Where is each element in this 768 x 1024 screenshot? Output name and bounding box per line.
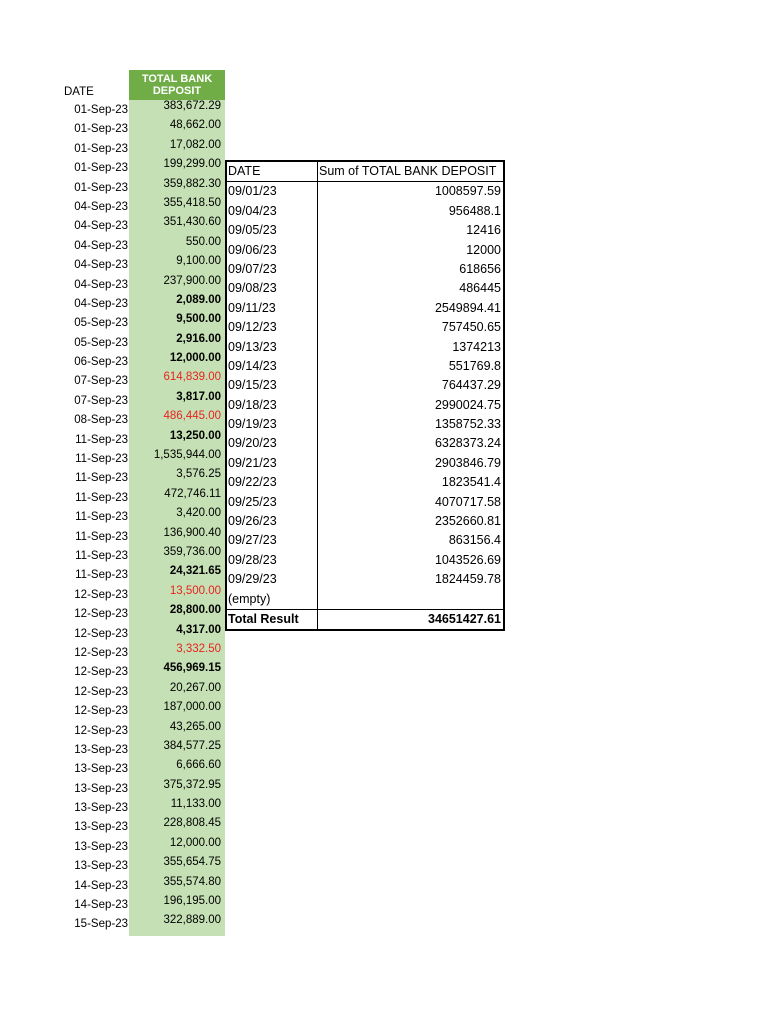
list-row-deposit: 6,666.60 xyxy=(176,759,221,772)
list-row-deposit: 472,746.11 xyxy=(164,487,221,500)
list-row-deposit: 4,317.00 xyxy=(176,623,221,636)
total-bank-deposit-header xyxy=(129,70,225,100)
list-row-deposit: 13,500.00 xyxy=(169,584,221,597)
list-row-deposit: 3,332.50 xyxy=(176,642,221,655)
deposit-header-line2: DEPOSIT xyxy=(152,85,202,97)
list-row xyxy=(0,779,230,798)
pivot-row-date: 09/29/23 xyxy=(228,572,277,587)
list-row-date: 01-Sep-23 xyxy=(74,104,128,116)
pivot-row-date: 09/06/23 xyxy=(228,242,277,257)
list-row xyxy=(0,914,230,933)
list-row xyxy=(0,430,230,449)
pivot-row xyxy=(227,434,503,453)
pivot-row-date: 09/18/23 xyxy=(228,397,277,412)
list-row-date: 05-Sep-23 xyxy=(74,317,128,330)
list-row-date: 12-Sep-23 xyxy=(74,646,128,659)
pivot-row xyxy=(227,531,503,550)
pivot-row-date: 09/25/23 xyxy=(228,494,277,509)
list-row xyxy=(0,139,230,158)
list-row-date: 01-Sep-23 xyxy=(74,142,128,155)
list-row-date: 04-Sep-23 xyxy=(74,220,128,233)
pivot-row-sum: 12416 xyxy=(466,223,501,238)
pivot-row-sum: 956488.1 xyxy=(448,203,501,218)
deposit-list xyxy=(0,100,230,934)
list-row-deposit: 13,250.00 xyxy=(169,429,221,442)
list-row xyxy=(0,817,230,836)
list-row xyxy=(0,352,230,371)
pivot-row-date: 09/28/23 xyxy=(228,552,277,567)
list-row-date: 04-Sep-23 xyxy=(74,297,128,310)
list-row xyxy=(0,119,230,138)
list-row xyxy=(0,488,230,507)
pivot-row xyxy=(227,241,503,260)
pivot-row xyxy=(227,357,503,376)
date-column-header: DATE xyxy=(64,86,94,98)
list-row-deposit: 375,372.95 xyxy=(163,778,221,791)
pivot-row-date: 09/04/23 xyxy=(228,203,277,218)
list-row-date: 12-Sep-23 xyxy=(74,685,128,698)
pivot-row xyxy=(227,493,503,512)
pivot-row-sum: 4070717.58 xyxy=(434,494,501,509)
list-row-date: 13-Sep-23 xyxy=(74,821,128,834)
list-row-deposit: 228,808.45 xyxy=(163,817,221,830)
list-row xyxy=(0,565,230,584)
deposit-header-line1: TOTAL BANK xyxy=(141,73,213,85)
pivot-row-sum: 1358752.33 xyxy=(434,417,501,432)
pivot-header-sum: Sum of TOTAL BANK DEPOSIT xyxy=(319,164,497,178)
list-row xyxy=(0,236,230,255)
list-row xyxy=(0,178,230,197)
pivot-row-date: 09/19/23 xyxy=(228,417,277,432)
list-row xyxy=(0,643,230,662)
list-row-date: 13-Sep-23 xyxy=(74,763,128,776)
list-row xyxy=(0,275,230,294)
list-row-deposit: 9,100.00 xyxy=(176,255,221,268)
list-row xyxy=(0,410,230,429)
pivot-table xyxy=(225,160,505,631)
pivot-row xyxy=(227,202,503,221)
list-row xyxy=(0,527,230,546)
list-row-date: 06-Sep-23 xyxy=(74,356,128,369)
list-row-deposit: 43,265.00 xyxy=(169,720,221,733)
list-row-deposit: 456,969.15 xyxy=(163,662,221,675)
list-row-date: 05-Sep-23 xyxy=(74,336,128,349)
list-row-deposit: 351,430.60 xyxy=(163,216,221,229)
list-row xyxy=(0,662,230,681)
list-row xyxy=(0,294,230,313)
pivot-row-sum: 1823541.4 xyxy=(441,475,501,490)
list-row-deposit: 2,089.00 xyxy=(176,293,221,306)
list-row xyxy=(0,197,230,216)
list-row-date: 14-Sep-23 xyxy=(74,879,128,892)
pivot-row xyxy=(227,299,503,318)
pivot-row-sum: 551769.8 xyxy=(448,358,501,373)
list-row xyxy=(0,313,230,332)
list-row xyxy=(0,255,230,274)
list-row-date: 13-Sep-23 xyxy=(74,802,128,815)
list-row-deposit: 355,654.75 xyxy=(163,856,221,869)
list-row-deposit: 20,267.00 xyxy=(169,681,221,694)
list-row-deposit: 11,133.00 xyxy=(170,798,221,811)
pivot-row-date: (empty) xyxy=(228,591,271,606)
pivot-row-sum: 2903846.79 xyxy=(434,455,501,470)
list-row-date: 12-Sep-23 xyxy=(74,608,128,621)
list-row-date: 07-Sep-23 xyxy=(74,394,128,407)
pivot-row-sum: 6328373.24 xyxy=(434,436,501,451)
list-row-deposit: 237,900.00 xyxy=(163,274,221,287)
list-row-date: 13-Sep-23 xyxy=(74,860,128,873)
pivot-header-row xyxy=(227,162,503,182)
pivot-row-sum: 1374213 xyxy=(452,339,501,354)
list-row xyxy=(0,876,230,895)
pivot-row-sum: 1008597.59 xyxy=(434,184,501,199)
pivot-row-sum: 486445 xyxy=(459,281,501,296)
list-row-deposit: 614,839.00 xyxy=(163,371,221,384)
list-row-date: 01-Sep-23 xyxy=(74,123,128,136)
list-row-deposit: 355,418.50 xyxy=(163,196,221,209)
pivot-row-date: 09/21/23 xyxy=(228,455,277,470)
list-row xyxy=(0,507,230,526)
pivot-row-sum: 12000 xyxy=(466,242,501,257)
list-row xyxy=(0,100,230,119)
pivot-row xyxy=(227,454,503,473)
list-row-date: 11-Sep-23 xyxy=(75,511,128,524)
pivot-row xyxy=(227,182,503,201)
pivot-row-sum: 2549894.41 xyxy=(434,300,501,315)
pivot-row-date: 09/20/23 xyxy=(228,436,277,451)
list-row-deposit: 3,420.00 xyxy=(176,507,221,520)
list-row-deposit: 355,574.80 xyxy=(163,875,221,888)
list-row xyxy=(0,895,230,914)
list-row-deposit: 359,882.30 xyxy=(163,177,221,190)
pivot-row-date: 09/05/23 xyxy=(228,223,277,238)
list-row-date: 12-Sep-23 xyxy=(74,666,128,679)
list-row xyxy=(0,371,230,390)
list-row-date: 13-Sep-23 xyxy=(74,743,128,756)
list-row-date: 01-Sep-23 xyxy=(74,162,128,175)
list-row xyxy=(0,624,230,643)
list-row-date: 11-Sep-23 xyxy=(75,569,128,582)
list-row-date: 04-Sep-23 xyxy=(74,259,128,272)
pivot-row-date: 09/14/23 xyxy=(228,358,277,373)
list-row-deposit: 3,576.25 xyxy=(176,468,221,481)
list-row-date: 11-Sep-23 xyxy=(75,530,128,543)
pivot-row xyxy=(227,590,503,609)
list-row xyxy=(0,468,230,487)
list-row-date: 11-Sep-23 xyxy=(75,433,128,446)
list-row-deposit: 3,817.00 xyxy=(176,390,221,403)
list-row xyxy=(0,449,230,468)
list-row xyxy=(0,585,230,604)
list-row-date: 12-Sep-23 xyxy=(74,724,128,737)
pivot-row xyxy=(227,570,503,589)
list-row xyxy=(0,740,230,759)
list-row-deposit: 1,535,944.00 xyxy=(153,449,221,462)
list-row xyxy=(0,333,230,352)
pivot-row-sum: 618656 xyxy=(459,261,501,276)
list-row-date: 07-Sep-23 xyxy=(74,375,128,388)
pivot-row-date: 09/01/23 xyxy=(228,184,277,199)
list-row-deposit: 9,500.00 xyxy=(176,313,221,326)
list-row xyxy=(0,701,230,720)
list-row-deposit: 199,299.00 xyxy=(163,158,221,171)
list-row-date: 08-Sep-23 xyxy=(74,414,128,427)
list-row-date: 11-Sep-23 xyxy=(75,453,128,466)
pivot-row-date: 09/27/23 xyxy=(228,533,277,548)
pivot-row-date: 09/12/23 xyxy=(228,320,277,335)
pivot-row xyxy=(227,396,503,415)
list-row-date: 13-Sep-23 xyxy=(74,782,128,795)
pivot-row-date: 09/13/23 xyxy=(228,339,277,354)
list-row xyxy=(0,546,230,565)
list-row xyxy=(0,856,230,875)
list-row xyxy=(0,604,230,623)
list-row-date: 12-Sep-23 xyxy=(74,588,128,601)
pivot-row-sum: 863156.4 xyxy=(448,533,501,548)
list-row xyxy=(0,216,230,235)
list-row-deposit: 24,321.65 xyxy=(169,565,221,578)
pivot-row-date: 09/07/23 xyxy=(228,261,277,276)
pivot-row-date: 09/22/23 xyxy=(228,475,277,490)
list-row-date: 01-Sep-23 xyxy=(74,181,128,194)
pivot-row xyxy=(227,415,503,434)
list-row xyxy=(0,798,230,817)
pivot-row-sum: 1043526.69 xyxy=(434,552,501,567)
pivot-row-date: 09/11/23 xyxy=(228,300,276,315)
list-row-deposit: 48,662.00 xyxy=(169,119,221,132)
pivot-row-sum: 757450.65 xyxy=(441,320,501,335)
list-row xyxy=(0,391,230,410)
pivot-total-value: 34651427.61 xyxy=(428,611,501,626)
list-row-date: 13-Sep-23 xyxy=(74,840,128,853)
list-row-deposit: 486,445.00 xyxy=(163,410,221,423)
list-row-date: 11-Sep-23 xyxy=(75,472,128,485)
list-row-deposit: 12,000.00 xyxy=(169,836,221,849)
pivot-row xyxy=(227,221,503,240)
list-row-deposit: 359,736.00 xyxy=(163,545,221,558)
list-row-deposit: 322,889.00 xyxy=(163,914,221,927)
list-row xyxy=(0,721,230,740)
list-row-date: 04-Sep-23 xyxy=(74,200,128,213)
list-row-date: 15-Sep-23 xyxy=(74,918,128,931)
pivot-total-row xyxy=(227,609,503,629)
pivot-row xyxy=(227,473,503,492)
list-row xyxy=(0,759,230,778)
pivot-body xyxy=(227,182,503,609)
pivot-row-date: 09/26/23 xyxy=(228,514,277,529)
list-row-deposit: 187,000.00 xyxy=(163,701,221,714)
list-row-deposit: 2,916.00 xyxy=(176,332,221,345)
pivot-header-date: DATE xyxy=(228,164,261,178)
pivot-row-sum: 764437.29 xyxy=(441,378,501,393)
list-row-deposit: 196,195.00 xyxy=(163,895,221,908)
pivot-row xyxy=(227,376,503,395)
list-row xyxy=(0,682,230,701)
pivot-row-date: 09/15/23 xyxy=(228,378,277,393)
list-row xyxy=(0,158,230,177)
list-row-date: 14-Sep-23 xyxy=(74,899,128,912)
pivot-total-label: Total Result xyxy=(228,611,299,626)
list-row-deposit: 383,672.29 xyxy=(163,100,221,112)
pivot-row xyxy=(227,338,503,357)
list-row-deposit: 17,082.00 xyxy=(169,138,221,151)
list-row-date: 12-Sep-23 xyxy=(74,705,128,718)
pivot-row xyxy=(227,318,503,337)
pivot-row xyxy=(227,260,503,279)
list-row-date: 04-Sep-23 xyxy=(74,239,128,252)
pivot-row-sum: 2352660.81 xyxy=(434,514,501,529)
list-row-deposit: 384,577.25 xyxy=(163,739,221,752)
list-row-deposit: 28,800.00 xyxy=(169,604,221,617)
list-row-deposit: 12,000.00 xyxy=(169,352,221,365)
pivot-row xyxy=(227,551,503,570)
list-row-date: 12-Sep-23 xyxy=(74,627,128,640)
pivot-row-date: 09/08/23 xyxy=(228,281,277,296)
pivot-row xyxy=(227,512,503,531)
list-row-deposit: 550.00 xyxy=(185,235,221,248)
list-row-date: 11-Sep-23 xyxy=(75,549,128,562)
list-row-date: 11-Sep-23 xyxy=(75,491,128,504)
list-row-date: 04-Sep-23 xyxy=(74,278,128,291)
list-row xyxy=(0,837,230,856)
pivot-row xyxy=(227,279,503,298)
pivot-row-sum: 1824459.78 xyxy=(434,572,501,587)
list-row-deposit: 136,900.40 xyxy=(163,526,221,539)
pivot-row-sum: 2990024.75 xyxy=(434,397,501,412)
